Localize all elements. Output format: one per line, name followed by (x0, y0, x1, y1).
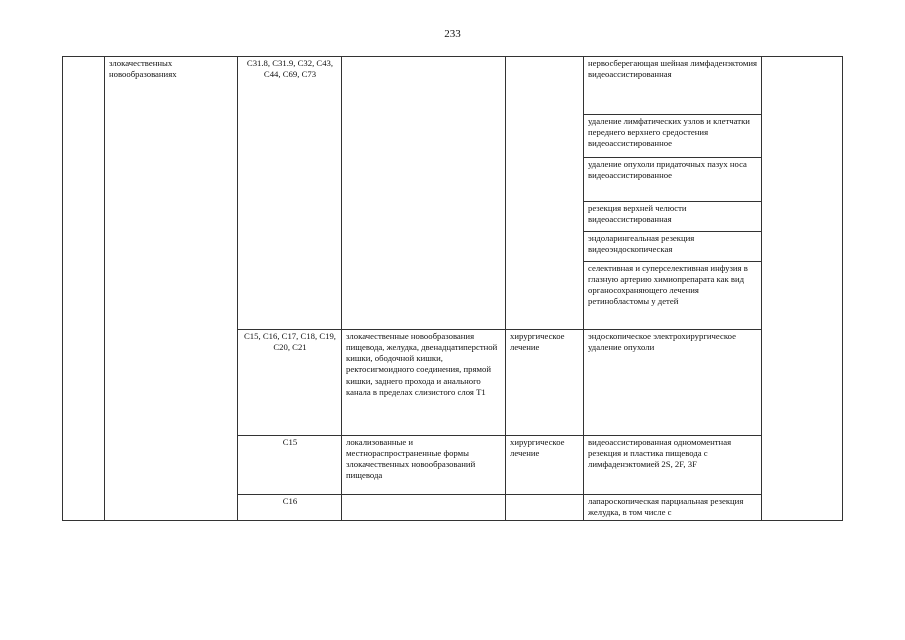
treatment-type-cell (506, 495, 584, 521)
document-table-body (63, 57, 843, 521)
treatment-method-cell: удаление лимфатических узлов и клетчатки переднего верхнего средостения видеоассистированное (584, 115, 762, 158)
page-number: 233 (444, 28, 461, 40)
treatment-type-cell: хирургическое лечение (506, 330, 584, 436)
icd-codes-cell: C31.8, C31.9, C32, C43, C44, C69, C73 (238, 57, 342, 330)
diagnosis-cell: локализованные и местнораспространенные формы злокачественных новообразований пищевода (342, 436, 506, 495)
treatment-method-cell: резекция верхней челюсти видеоассистированная (584, 202, 762, 232)
row-number-cell (63, 57, 105, 521)
treatment-type-cell: хирургическое лечение (506, 436, 584, 495)
diagnosis-cell (342, 57, 506, 330)
treatment-method-cell: селективная и суперселективная инфузия в глазную артерию химиопрепарата как вид органосохраняющего лечения ретинобластомы у детей (584, 262, 762, 330)
diagnosis-cell: злокачественные новообразования пищевода, желудка, двенадцатиперстной кишки, ободочной кишки, ректосигмоидного соединения, прямой кишки, заднего прохода и анального канала в пределах слизистого слоя T1 (342, 330, 506, 436)
treatment-method-cell: нервосберегающая шейная лимфаденэктомия видеоассистированная (584, 57, 762, 115)
icd-codes-cell: C16 (238, 495, 342, 521)
icd-codes-cell: C15 (238, 436, 342, 495)
icd-codes-cell: C15, C16, C17, C18, C19, C20, C21 (238, 330, 342, 436)
treatment-type-cell (506, 57, 584, 330)
treatment-method-cell: видеоассистированная одномоментная резекция и пластика пищевода с лимфаденэктомией 2S, 2F, 3F (584, 436, 762, 495)
treatment-method-cell: лапароскопическая парциальная резекция желудка, в том числе с (584, 495, 762, 521)
care-type-cell: злокачественных новообразованиях (105, 57, 238, 521)
table-row (63, 57, 843, 115)
treatment-method-cell: удаление опухоли придаточных пазух носа видеоассистированное (584, 158, 762, 202)
cost-cell (762, 57, 843, 521)
document-table (62, 56, 843, 521)
treatment-method-cell: эндоскопическое электрохирургическое удаление опухоли (584, 330, 762, 436)
treatment-method-cell: эндоларингеальная резекция видеоэндоскопическая (584, 232, 762, 262)
diagnosis-cell (342, 495, 506, 521)
